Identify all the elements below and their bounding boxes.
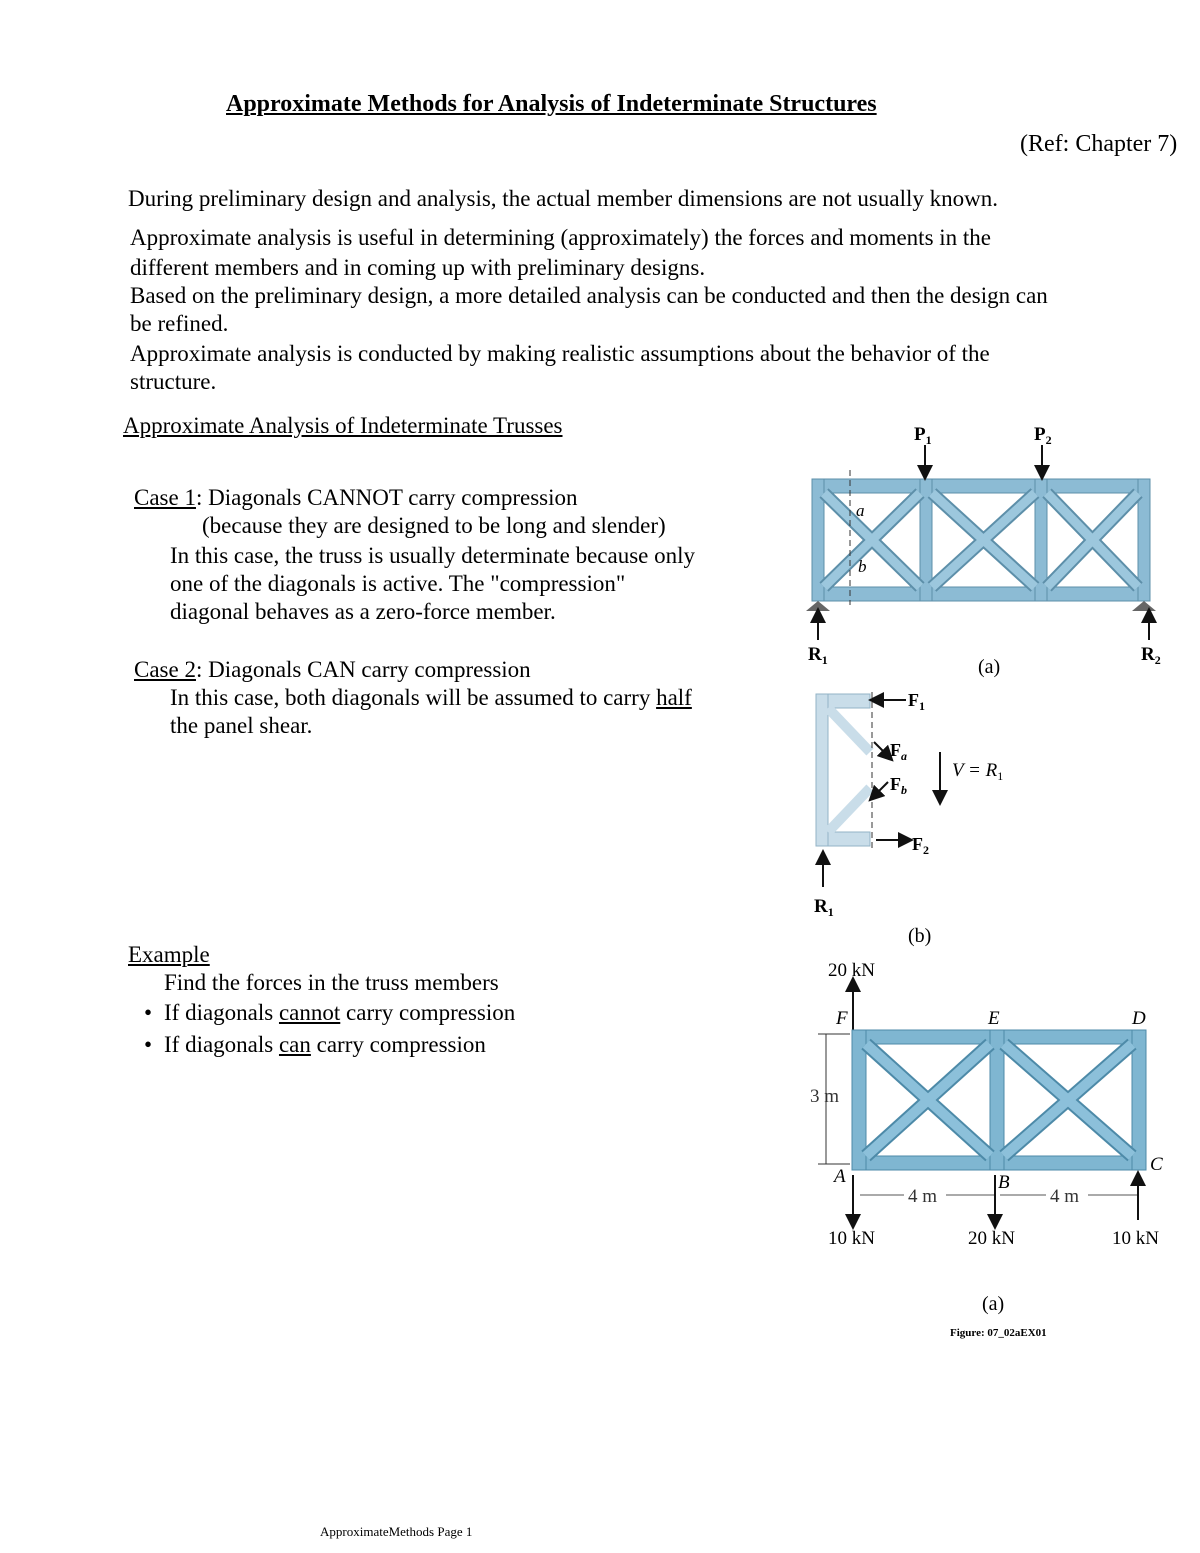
case-1-title bbox=[134, 484, 578, 512]
load-label-f: 20 kN bbox=[828, 960, 875, 981]
example-bullet-2: • If diagonals can carry compression bbox=[138, 1029, 515, 1061]
node-label-c: C bbox=[1150, 1154, 1163, 1175]
intro-paragraph-2-line-1: Approximate analysis is useful in determining (approximately) the forces and moments in the bbox=[130, 225, 992, 250]
intro-paragraph-2-line-2: different members and in coming up with preliminary designs. bbox=[130, 255, 706, 280]
case-2-label: Case 2 bbox=[134, 657, 196, 682]
label-r1: $R_1$ bbox=[808, 644, 828, 667]
case-2-line-2-text: In this case, both diagonals will be assumed to carry bbox=[170, 685, 657, 710]
label-r1: $R_1$ bbox=[814, 896, 834, 919]
diagonal-b-segment bbox=[828, 788, 870, 832]
height-label: 3 m bbox=[810, 1086, 840, 1107]
load-label-c: 10 kN bbox=[1112, 1228, 1159, 1249]
case-1-line-5: diagonal behaves as a zero-force member. bbox=[170, 599, 556, 624]
figure-a-caption: (a) bbox=[978, 656, 1001, 678]
load-label-b: 20 kN bbox=[968, 1228, 1015, 1249]
case-2-half-word: half bbox=[656, 685, 692, 710]
chapter-reference: (Ref: Chapter 7) bbox=[1020, 131, 1178, 157]
figure-id-label: Figure: 07_02aEX01 bbox=[950, 1327, 1047, 1339]
page-footer: ApproximateMethods Page 1 bbox=[320, 1524, 473, 1539]
intro-paragraph-4-line-2: structure. bbox=[130, 369, 217, 394]
example-truss-figure bbox=[800, 950, 1180, 1370]
node-label-f: F bbox=[836, 1008, 848, 1029]
intro-paragraph-3-line-2: be refined. bbox=[130, 311, 229, 336]
case-1-title-text: : Diagonals CANNOT carry compression bbox=[195, 485, 578, 510]
bottom-chord bbox=[812, 587, 1150, 601]
case-1-line-3: In this case, the truss is usually determinate because only bbox=[170, 543, 696, 568]
label-fa: $F_a$ bbox=[890, 740, 907, 763]
node-label-b: B bbox=[998, 1172, 1010, 1193]
node-label-e: E bbox=[988, 1008, 1000, 1029]
example-line-1: Find the forces in the truss members bbox=[164, 970, 499, 995]
right-support-icon bbox=[1132, 601, 1156, 611]
label-a: a bbox=[856, 501, 865, 520]
case-2-line-2 bbox=[170, 684, 692, 712]
span-label-2: 4 m bbox=[1050, 1186, 1080, 1207]
case-2-line-3: the panel shear. bbox=[170, 713, 313, 738]
label-f1: $F_1$ bbox=[908, 690, 925, 713]
force-arrow-fa bbox=[874, 742, 888, 756]
case-1-label: Case 1 bbox=[134, 485, 196, 510]
case-2-title-text: : Diagonals CAN carry compression bbox=[195, 657, 531, 682]
label-b: b bbox=[858, 557, 867, 576]
figure-b-caption: (b) bbox=[908, 925, 932, 947]
example-heading: Example bbox=[128, 942, 210, 967]
label-r2: $R_2$ bbox=[1141, 644, 1161, 667]
label-f2: $F_2$ bbox=[912, 834, 929, 857]
section-heading: Approximate Analysis of Indeterminate Trusses bbox=[123, 413, 563, 438]
span-label-1: 4 m bbox=[908, 1186, 938, 1207]
force-arrow-fb bbox=[874, 782, 888, 796]
case-2-title bbox=[134, 656, 531, 684]
load-label-a: 10 kN bbox=[828, 1228, 875, 1249]
diagonal-a-segment bbox=[828, 708, 870, 752]
case-1-line-2: (because they are designed to be long and slender) bbox=[202, 513, 666, 538]
intro-paragraph-1: During preliminary design and analysis, the actual member dimensions are not usually known. bbox=[128, 186, 998, 211]
vertical-segment bbox=[816, 694, 828, 846]
example-bullet-1: • If diagonals cannot carry compression bbox=[138, 997, 515, 1029]
example-figure-caption: (a) bbox=[982, 1293, 1005, 1315]
free-body-figure-b bbox=[790, 682, 1050, 950]
node-label-d: D bbox=[1132, 1008, 1146, 1029]
top-chord bbox=[812, 479, 1150, 493]
intro-paragraph-4-line-1: Approximate analysis is conducted by making realistic assumptions about the behavior of the bbox=[130, 341, 990, 366]
node-label-a: A bbox=[834, 1166, 846, 1187]
label-fb: $F_b$ bbox=[890, 774, 907, 797]
truss-figure-a bbox=[780, 415, 1180, 685]
label-p1: $P_1$ bbox=[914, 424, 932, 447]
left-support-icon bbox=[806, 601, 830, 611]
label-shear-v: $V = R_1$ bbox=[952, 760, 1004, 783]
example-bullet-list bbox=[138, 997, 515, 1061]
intro-paragraph-3-line-1: Based on the preliminary design, a more detailed analysis can be conducted and then the design can bbox=[130, 283, 1048, 308]
label-p2: $P_2$ bbox=[1034, 424, 1052, 447]
case-1-line-4: one of the diagonals is active. The "compression" bbox=[170, 571, 626, 596]
page-title: Approximate Methods for Analysis of Indeterminate Structures bbox=[226, 91, 877, 117]
